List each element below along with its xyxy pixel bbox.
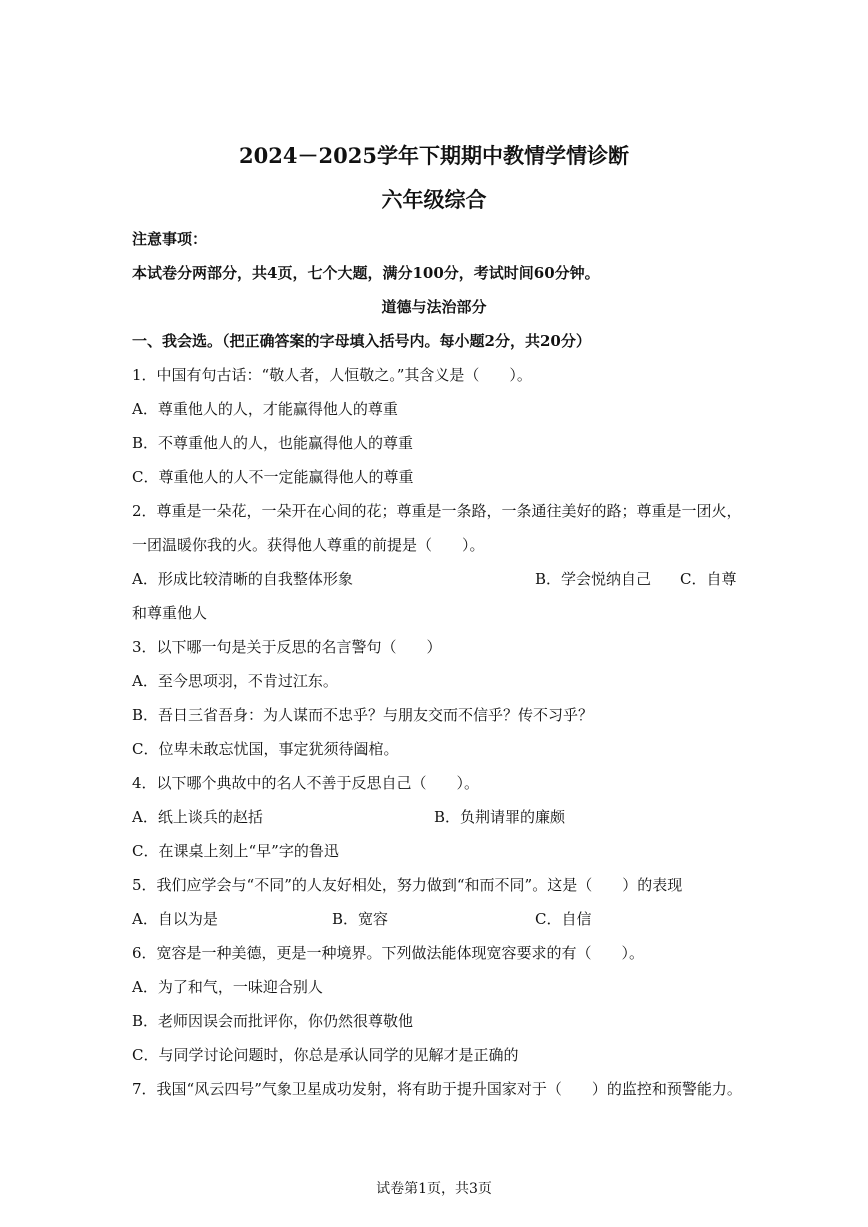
- part-title: 道德与法治部分: [381, 298, 487, 316]
- question-7-stem: 7．我国“风云四号”气象卫星成功发射，将有助于提升国家对于（ ）的监控和预警能力。: [132, 1080, 742, 1098]
- question-6-stem: 6．宽容是一种美德，更是一种境界。下列做法能体现宽容要求的有（ ）。: [132, 944, 645, 962]
- question-3-option-c: C．位卑未敢忘忧国，事定犹须待阖棺。: [132, 740, 399, 758]
- page-footer: 试卷第1页，共3页: [376, 1181, 492, 1197]
- question-2-option-a: A．形成比较清晰的自我整体形象: [132, 570, 353, 588]
- question-3-option-b: B．吾日三省吾身：为人谋而不忠乎？与朋友交而不信乎？传不习乎？: [132, 706, 594, 724]
- question-4-option-a: A．纸上谈兵的赵括: [132, 808, 263, 826]
- exam-subtitle: 六年级综合: [381, 187, 487, 212]
- question-2-option-c: C．自尊: [680, 570, 737, 588]
- question-3-option-a: A．至今思项羽，不肯过江东。: [132, 672, 338, 690]
- question-3-stem: 3．以下哪一句是关于反思的名言警句（ ）: [132, 638, 442, 656]
- exam-title: 2024－2025学年下期期中教情学情诊断: [239, 143, 629, 168]
- notice-text: 本试卷分两部分，共4页，七个大题，满分100分，考试时间60分钟。: [132, 264, 600, 282]
- question-6-option-c: C．与同学讨论问题时，你总是承认同学的见解才是正确的: [132, 1046, 519, 1064]
- question-5-option-c: C．自信: [535, 910, 592, 928]
- question-4-option-c: C．在课桌上刻上“早”字的鲁迅: [132, 842, 339, 860]
- question-2-option-cont: 和尊重他人: [132, 604, 208, 622]
- question-6-option-b: B．老师因误会而批评你，你仍然很尊敬他: [132, 1012, 414, 1030]
- question-5-stem: 5．我们应学会与“不同”的人友好相处，努力做到“和而不同”。这是（ ）的表现: [132, 876, 683, 894]
- question-1-option-c: C．尊重他人的人不一定能赢得他人的尊重: [132, 468, 414, 486]
- question-1-option-b: B．不尊重他人的人，也能赢得他人的尊重: [132, 434, 414, 452]
- question-1-option-a: A．尊重他人的人，才能赢得他人的尊重: [132, 400, 398, 418]
- question-2-stem-cont: 一团温暖你我的火。获得他人尊重的前提是（ ）。: [132, 536, 485, 554]
- question-1-stem: 1．中国有句古话：“敬人者，人恒敬之。”其含义是（ ）。: [132, 366, 532, 384]
- question-5-option-a: A．自以为是: [132, 910, 218, 928]
- question-4-option-b: B．负荆请罪的廉颇: [434, 808, 566, 826]
- question-2-stem: 2．尊重是一朵花，一朵开在心间的花；尊重是一条路，一条通往美好的路；尊重是一团火，: [132, 502, 742, 520]
- question-2-option-b: B．学会悦纳自己: [535, 570, 652, 588]
- question-6-option-a: A．为了和气，一味迎合别人: [132, 978, 323, 996]
- section-heading: 一、我会选。（把正确答案的字母填入括号内。每小题2分，共20分）: [132, 332, 591, 350]
- question-5-option-b: B．宽容: [332, 910, 389, 928]
- question-4-stem: 4．以下哪个典故中的名人不善于反思自己（ ）。: [132, 774, 480, 792]
- notice-label: 注意事项：: [132, 230, 208, 248]
